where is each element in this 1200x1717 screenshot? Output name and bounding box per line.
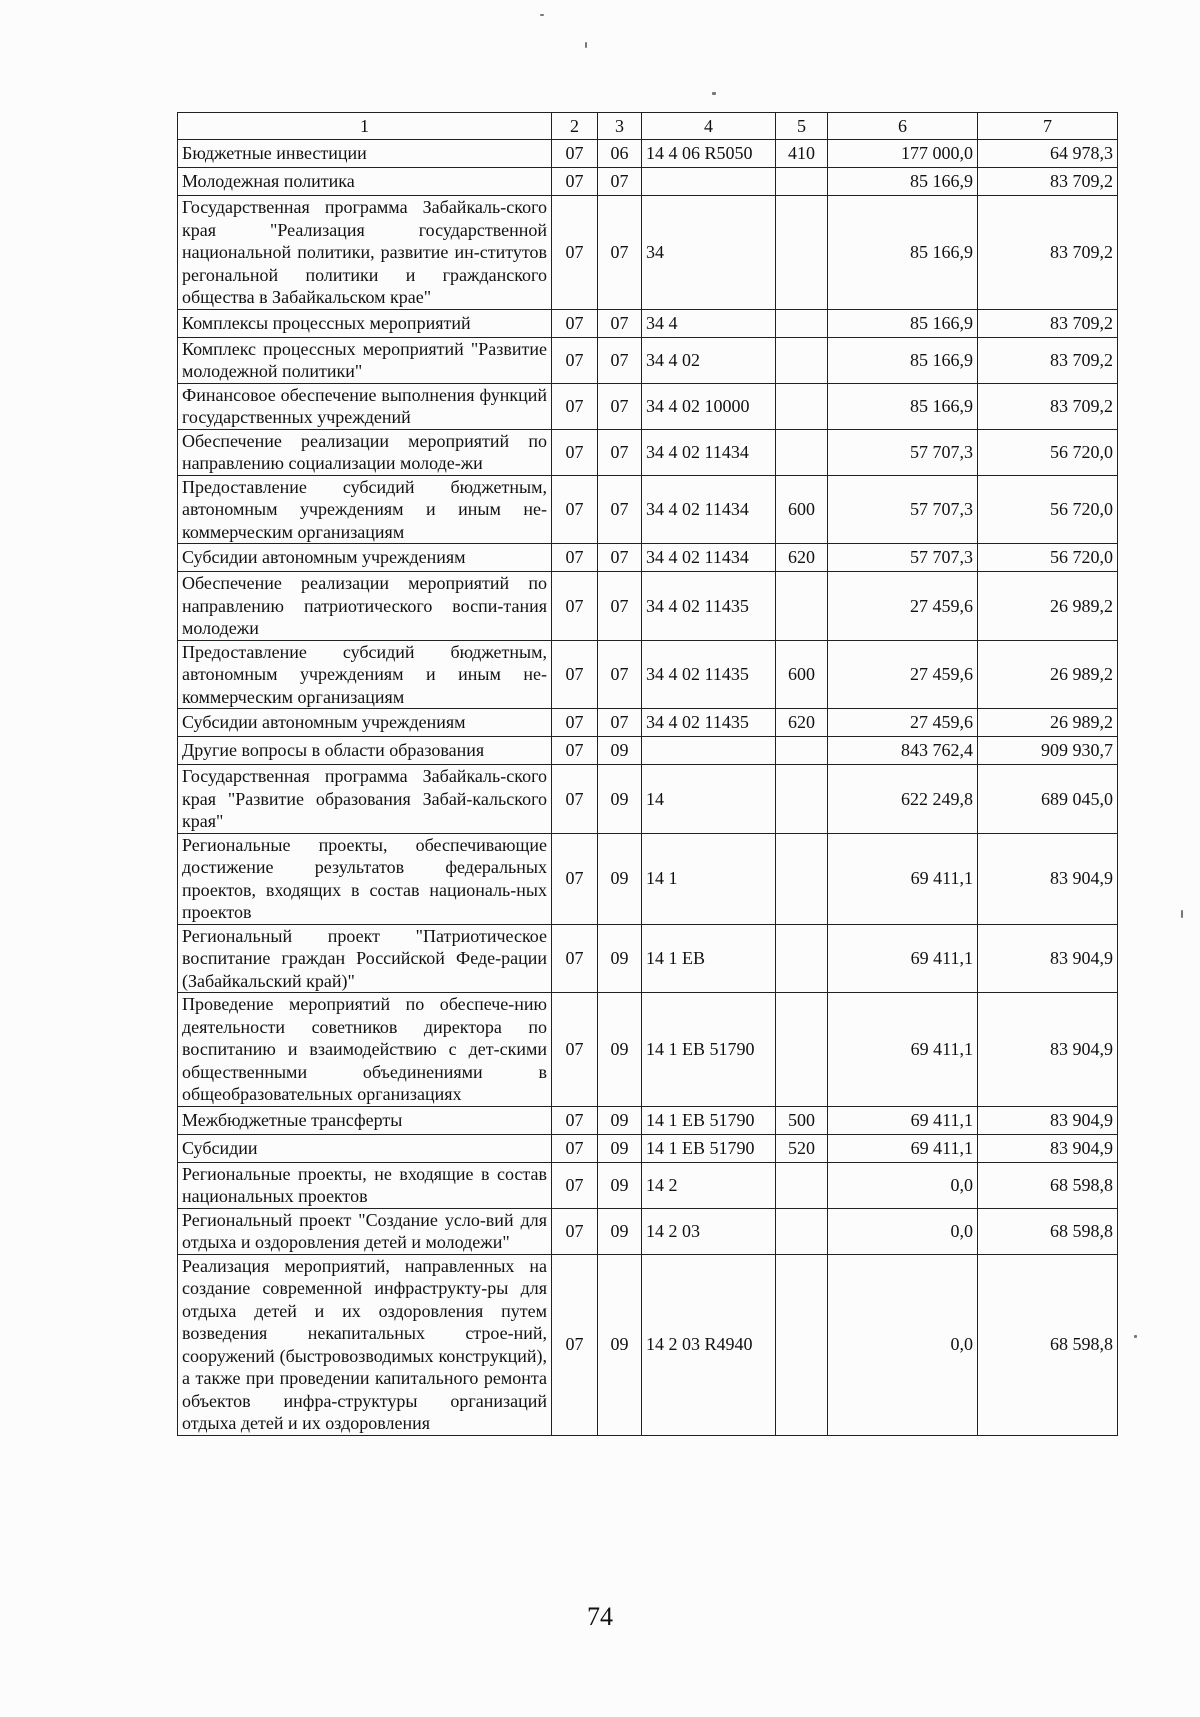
amount-year1-cell: 69 411,1 xyxy=(828,1106,978,1134)
target-article-cell: 34 4 xyxy=(642,309,776,337)
row-name-cell: Государственная программа Забайкаль-ского края "Развитие образования Забай-кальского края" xyxy=(178,765,552,834)
row-name-cell: Бюджетные инвестиции xyxy=(178,140,552,168)
section-code-cell: 07 xyxy=(552,833,598,924)
target-article-cell: 34 xyxy=(642,196,776,310)
expense-type-cell xyxy=(776,572,828,641)
amount-year2-cell: 83 904,9 xyxy=(978,924,1118,993)
column-header: 6 xyxy=(828,113,978,140)
header-row xyxy=(178,113,1118,140)
expense-type-cell xyxy=(776,337,828,383)
table-row xyxy=(178,765,1118,834)
amount-year2-cell: 83 904,9 xyxy=(978,833,1118,924)
row-name-cell: Межбюджетные трансферты xyxy=(178,1106,552,1134)
table-row xyxy=(178,1162,1118,1208)
table-row xyxy=(178,1134,1118,1162)
subsection-code-cell: 07 xyxy=(598,475,642,544)
target-article-cell xyxy=(642,737,776,765)
column-header: 2 xyxy=(552,113,598,140)
row-name-cell: Комплексы процессных мероприятий xyxy=(178,309,552,337)
amount-year2-cell: 56 720,0 xyxy=(978,429,1118,475)
row-name-cell: Субсидии xyxy=(178,1134,552,1162)
amount-year1-cell: 57 707,3 xyxy=(828,475,978,544)
amount-year1-cell: 27 459,6 xyxy=(828,640,978,709)
scan-speck xyxy=(540,14,544,16)
amount-year1-cell: 0,0 xyxy=(828,1208,978,1254)
amount-year1-cell: 0,0 xyxy=(828,1254,978,1435)
section-code-cell: 07 xyxy=(552,140,598,168)
expense-type-cell xyxy=(776,993,828,1107)
scan-speck xyxy=(585,42,587,48)
section-code-cell: 07 xyxy=(552,337,598,383)
amount-year1-cell: 85 166,9 xyxy=(828,383,978,429)
amount-year2-cell: 56 720,0 xyxy=(978,544,1118,572)
amount-year2-cell: 56 720,0 xyxy=(978,475,1118,544)
row-name-cell: Региональные проекты, обеспечивающие достижение результатов федеральных проектов, входящих в состав националь-ных проектов xyxy=(178,833,552,924)
expense-type-cell: 620 xyxy=(776,544,828,572)
target-article-cell: 34 4 02 11434 xyxy=(642,475,776,544)
amount-year1-cell: 177 000,0 xyxy=(828,140,978,168)
section-code-cell: 07 xyxy=(552,1134,598,1162)
table-row xyxy=(178,924,1118,993)
table-row xyxy=(178,168,1118,196)
target-article-cell: 14 1 EB 51790 xyxy=(642,993,776,1107)
expense-type-cell: 600 xyxy=(776,640,828,709)
target-article-cell: 14 2 03 R4940 xyxy=(642,1254,776,1435)
amount-year2-cell: 83 709,2 xyxy=(978,168,1118,196)
table-row xyxy=(178,383,1118,429)
section-code-cell: 07 xyxy=(552,737,598,765)
amount-year2-cell: 26 989,2 xyxy=(978,709,1118,737)
amount-year1-cell: 69 411,1 xyxy=(828,924,978,993)
budget-table xyxy=(177,112,1118,1436)
target-article-cell: 34 4 02 xyxy=(642,337,776,383)
subsection-code-cell: 07 xyxy=(598,429,642,475)
target-article-cell xyxy=(642,168,776,196)
amount-year1-cell: 0,0 xyxy=(828,1162,978,1208)
row-name-cell: Реализация мероприятий, направленных на создание современной инфраструкту-ры для отдыха детей и их оздоровления путем возведения некапитальных строе-ний, сооружений (быстровозводимых конструкций), а также при проведении капитального ремонта объектов инфра-структуры организаций отдыха детей и их оздоровления xyxy=(178,1254,552,1435)
section-code-cell: 07 xyxy=(552,383,598,429)
expense-type-cell xyxy=(776,196,828,310)
target-article-cell: 34 4 02 10000 xyxy=(642,383,776,429)
row-name-cell: Региональный проект "Создание усло-вий для отдыха и оздоровления детей и молодежи" xyxy=(178,1208,552,1254)
table-row xyxy=(178,833,1118,924)
subsection-code-cell: 09 xyxy=(598,1106,642,1134)
row-name-cell: Проведение мероприятий по обеспече-нию деятельности советников директора по воспитанию и взаимодействию с дет-скими общественными объединениями в общеобразовательных организациях xyxy=(178,993,552,1107)
scan-speck xyxy=(1181,910,1183,918)
subsection-code-cell: 07 xyxy=(598,544,642,572)
subsection-code-cell: 07 xyxy=(598,337,642,383)
subsection-code-cell: 09 xyxy=(598,1254,642,1435)
amount-year2-cell: 83 904,9 xyxy=(978,1134,1118,1162)
amount-year2-cell: 83 904,9 xyxy=(978,1106,1118,1134)
amount-year1-cell: 27 459,6 xyxy=(828,572,978,641)
subsection-code-cell: 07 xyxy=(598,168,642,196)
table-row xyxy=(178,572,1118,641)
section-code-cell: 07 xyxy=(552,640,598,709)
row-name-cell: Другие вопросы в области образования xyxy=(178,737,552,765)
row-name-cell: Молодежная политика xyxy=(178,168,552,196)
amount-year1-cell: 85 166,9 xyxy=(828,168,978,196)
expense-type-cell: 600 xyxy=(776,475,828,544)
amount-year1-cell: 843 762,4 xyxy=(828,737,978,765)
table-row xyxy=(178,640,1118,709)
scan-speck xyxy=(1134,1335,1137,1338)
target-article-cell: 34 4 02 11434 xyxy=(642,429,776,475)
expense-type-cell xyxy=(776,1162,828,1208)
row-name-cell: Региональный проект "Патриотическое воспитание граждан Российской Феде-рации (Забайкальский край)" xyxy=(178,924,552,993)
amount-year1-cell: 622 249,8 xyxy=(828,765,978,834)
expense-type-cell xyxy=(776,383,828,429)
expense-type-cell xyxy=(776,1254,828,1435)
subsection-code-cell: 07 xyxy=(598,640,642,709)
section-code-cell: 07 xyxy=(552,544,598,572)
target-article-cell: 34 4 02 11435 xyxy=(642,709,776,737)
amount-year1-cell: 85 166,9 xyxy=(828,196,978,310)
section-code-cell: 07 xyxy=(552,168,598,196)
budget-table-body xyxy=(178,140,1118,1436)
target-article-cell: 14 2 xyxy=(642,1162,776,1208)
table-row xyxy=(178,1208,1118,1254)
target-article-cell: 14 1 EB xyxy=(642,924,776,993)
subsection-code-cell: 07 xyxy=(598,196,642,310)
table-row xyxy=(178,140,1118,168)
page-number: 74 xyxy=(587,1602,613,1631)
amount-year1-cell: 57 707,3 xyxy=(828,429,978,475)
amount-year1-cell: 85 166,9 xyxy=(828,309,978,337)
amount-year1-cell: 27 459,6 xyxy=(828,709,978,737)
section-code-cell: 07 xyxy=(552,429,598,475)
column-header: 3 xyxy=(598,113,642,140)
section-code-cell: 07 xyxy=(552,309,598,337)
column-header: 1 xyxy=(178,113,552,140)
amount-year2-cell: 83 709,2 xyxy=(978,337,1118,383)
table-row xyxy=(178,709,1118,737)
expense-type-cell: 520 xyxy=(776,1134,828,1162)
expense-type-cell xyxy=(776,309,828,337)
target-article-cell: 34 4 02 11434 xyxy=(642,544,776,572)
section-code-cell: 07 xyxy=(552,1254,598,1435)
row-name-cell: Обеспечение реализации мероприятий по направлению патриотического воспи-тания молодежи xyxy=(178,572,552,641)
row-name-cell: Финансовое обеспечение выполнения функций государственных учреждений xyxy=(178,383,552,429)
subsection-code-cell: 07 xyxy=(598,383,642,429)
target-article-cell: 14 1 EB 51790 xyxy=(642,1134,776,1162)
row-name-cell: Государственная программа Забайкаль-ского края "Реализация государственной национальной политики, развитие ин-ститутов регональной политики и гражданского общества в Забайкальском крае" xyxy=(178,196,552,310)
amount-year1-cell: 85 166,9 xyxy=(828,337,978,383)
amount-year2-cell: 83 709,2 xyxy=(978,383,1118,429)
amount-year1-cell: 69 411,1 xyxy=(828,993,978,1107)
amount-year2-cell: 64 978,3 xyxy=(978,140,1118,168)
subsection-code-cell: 07 xyxy=(598,572,642,641)
expense-type-cell xyxy=(776,924,828,993)
amount-year2-cell: 83 709,2 xyxy=(978,309,1118,337)
subsection-code-cell: 07 xyxy=(598,309,642,337)
subsection-code-cell: 06 xyxy=(598,140,642,168)
target-article-cell: 34 4 02 11435 xyxy=(642,640,776,709)
target-article-cell: 14 4 06 R5050 xyxy=(642,140,776,168)
amount-year2-cell: 83 904,9 xyxy=(978,993,1118,1107)
expense-type-cell: 410 xyxy=(776,140,828,168)
section-code-cell: 07 xyxy=(552,196,598,310)
section-code-cell: 07 xyxy=(552,924,598,993)
row-name-cell: Субсидии автономным учреждениям xyxy=(178,709,552,737)
expense-type-cell xyxy=(776,833,828,924)
table-row xyxy=(178,737,1118,765)
subsection-code-cell: 09 xyxy=(598,1134,642,1162)
amount-year2-cell: 68 598,8 xyxy=(978,1208,1118,1254)
section-code-cell: 07 xyxy=(552,1106,598,1134)
subsection-code-cell: 09 xyxy=(598,1208,642,1254)
expense-type-cell xyxy=(776,168,828,196)
column-header: 7 xyxy=(978,113,1118,140)
section-code-cell: 07 xyxy=(552,572,598,641)
section-code-cell: 07 xyxy=(552,765,598,834)
table-row xyxy=(178,544,1118,572)
column-header: 5 xyxy=(776,113,828,140)
table-row xyxy=(178,337,1118,383)
row-name-cell: Предоставление субсидий бюджетным, автономным учреждениям и иным не-коммерческим организациям xyxy=(178,640,552,709)
target-article-cell: 34 4 02 11435 xyxy=(642,572,776,641)
amount-year2-cell: 83 709,2 xyxy=(978,196,1118,310)
subsection-code-cell: 09 xyxy=(598,833,642,924)
table-row xyxy=(178,993,1118,1107)
subsection-code-cell: 07 xyxy=(598,709,642,737)
amount-year2-cell: 68 598,8 xyxy=(978,1254,1118,1435)
amount-year2-cell: 909 930,7 xyxy=(978,737,1118,765)
section-code-cell: 07 xyxy=(552,1208,598,1254)
target-article-cell: 14 1 EB 51790 xyxy=(642,1106,776,1134)
table-row xyxy=(178,1106,1118,1134)
expense-type-cell: 620 xyxy=(776,709,828,737)
subsection-code-cell: 09 xyxy=(598,993,642,1107)
amount-year2-cell: 26 989,2 xyxy=(978,640,1118,709)
amount-year1-cell: 69 411,1 xyxy=(828,1134,978,1162)
target-article-cell: 14 2 03 xyxy=(642,1208,776,1254)
section-code-cell: 07 xyxy=(552,709,598,737)
subsection-code-cell: 09 xyxy=(598,765,642,834)
section-code-cell: 07 xyxy=(552,993,598,1107)
target-article-cell: 14 xyxy=(642,765,776,834)
scan-speck xyxy=(712,92,716,95)
column-header: 4 xyxy=(642,113,776,140)
table-row xyxy=(178,429,1118,475)
row-name-cell: Обеспечение реализации мероприятий по направлению социализации молоде-жи xyxy=(178,429,552,475)
table-row xyxy=(178,1254,1118,1435)
row-name-cell: Предоставление субсидий бюджетным, автономным учреждениям и иным не-коммерческим организациям xyxy=(178,475,552,544)
amount-year2-cell: 26 989,2 xyxy=(978,572,1118,641)
subsection-code-cell: 09 xyxy=(598,737,642,765)
row-name-cell: Субсидии автономным учреждениям xyxy=(178,544,552,572)
target-article-cell: 14 1 xyxy=(642,833,776,924)
expense-type-cell: 500 xyxy=(776,1106,828,1134)
expense-type-cell xyxy=(776,1208,828,1254)
row-name-cell: Региональные проекты, не входящие в состав национальных проектов xyxy=(178,1162,552,1208)
section-code-cell: 07 xyxy=(552,1162,598,1208)
expense-type-cell xyxy=(776,737,828,765)
expense-type-cell xyxy=(776,765,828,834)
amount-year2-cell: 68 598,8 xyxy=(978,1162,1118,1208)
table-row xyxy=(178,309,1118,337)
table-row xyxy=(178,475,1118,544)
table-row xyxy=(178,196,1118,310)
amount-year2-cell: 689 045,0 xyxy=(978,765,1118,834)
amount-year1-cell: 57 707,3 xyxy=(828,544,978,572)
expense-type-cell xyxy=(776,429,828,475)
amount-year1-cell: 69 411,1 xyxy=(828,833,978,924)
row-name-cell: Комплекс процессных мероприятий "Развитие молодежной политики" xyxy=(178,337,552,383)
subsection-code-cell: 09 xyxy=(598,924,642,993)
subsection-code-cell: 09 xyxy=(598,1162,642,1208)
section-code-cell: 07 xyxy=(552,475,598,544)
